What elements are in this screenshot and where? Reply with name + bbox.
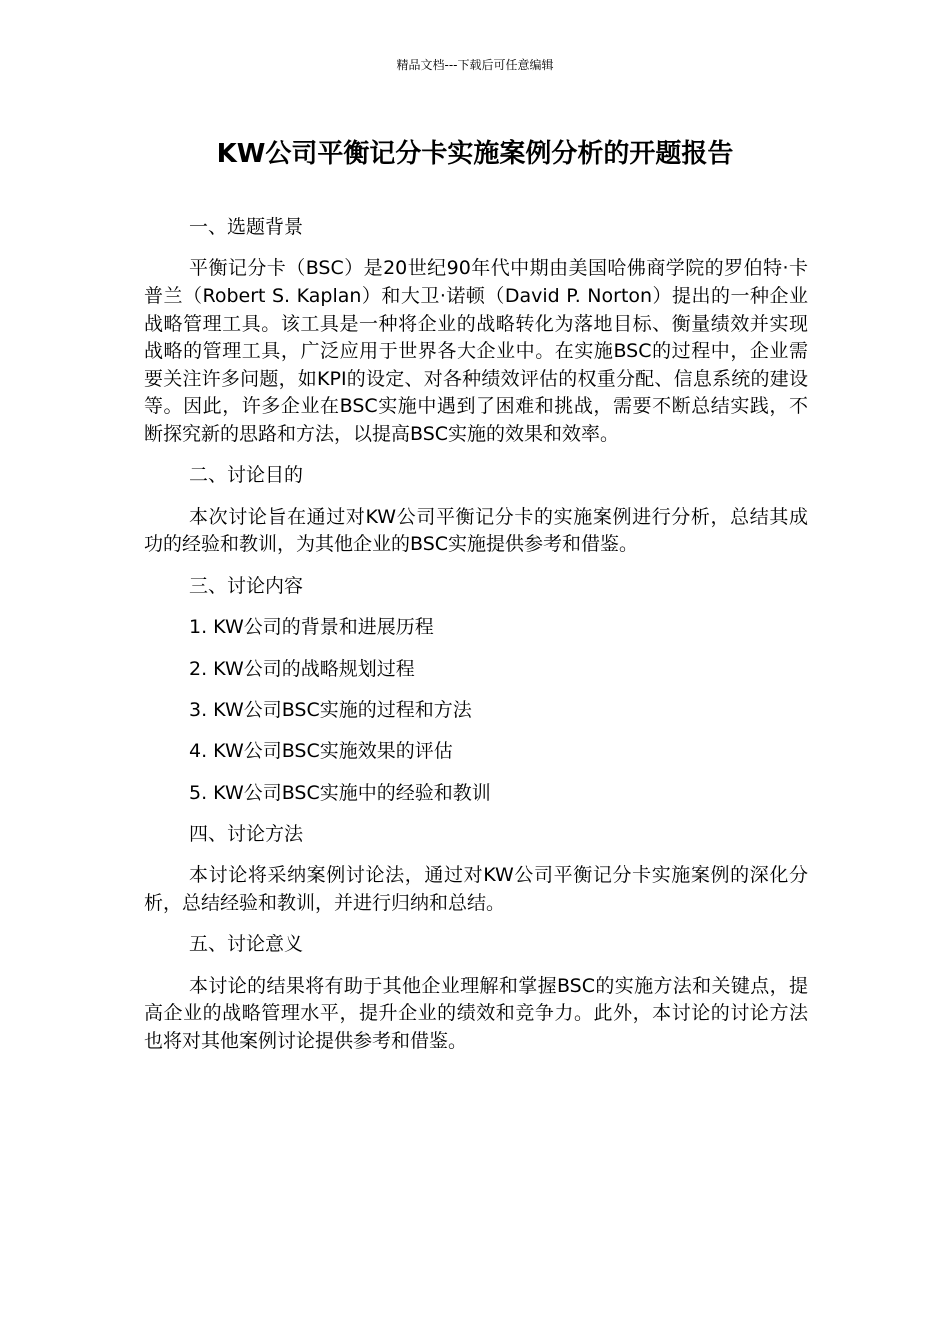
section-heading-method: 四、讨论方法 bbox=[189, 823, 304, 846]
paragraph-significance: 本讨论的结果将有助于其他企业理解和掌握BSC的实施方法和关键点，提高企业的战略管理水平，提升企业的绩效和竞争力。此外，本讨论的讨论方法也将对其他案例讨论提供参考和借鉴。 bbox=[144, 974, 808, 1053]
list-item: 2. KW公司的战略规划过程 bbox=[189, 657, 415, 680]
list-item: 4. KW公司BSC实施效果的评估 bbox=[189, 740, 453, 763]
document-title: KW公司平衡记分卡实施案例分析的开题报告 bbox=[216, 139, 734, 169]
section-heading-significance: 五、讨论意义 bbox=[189, 933, 304, 956]
paragraph-purpose: 本次讨论旨在通过对KW公司平衡记分卡的实施案例进行分析，总结其成功的经验和教训，为其他企业的BSC实施提供参考和借鉴。 bbox=[144, 505, 808, 556]
paragraph-background: 平衡记分卡（BSC）是20世纪90年代中期由美国哈佛商学院的罗伯特·卡普兰（Robert S. Kaplan）和大卫·诺顿（David P. Norton）提出的一种企业战略管理工具。该工具是一种将企业的战略转化为落地目标、衡量绩效并实现战略的管理工具，广泛应用于世界各大企业中。在实施BSC的过程中，企业需要关注许多问题，如KPI的设定、对各种绩效评估的权重分配、信息系统的建设等。因此，许多企业在BSC实施中遇到了困难和挑战，需要不断总结实践，不断探究新的思路和方法，以提高BSC实施的效果和效率。 bbox=[144, 257, 808, 445]
list-item: 1. KW公司的背景和进展历程 bbox=[189, 616, 434, 639]
list-item: 3. KW公司BSC实施的过程和方法 bbox=[189, 698, 472, 721]
section-heading-purpose: 二、讨论目的 bbox=[189, 464, 304, 487]
list-item: 5. KW公司BSC实施中的经验和教训 bbox=[189, 781, 491, 804]
document-body bbox=[144, 214, 808, 1069]
section-heading-background: 一、选题背景 bbox=[189, 216, 304, 238]
section-heading-content: 三、讨论内容 bbox=[189, 574, 304, 597]
page-header: 精品文档---下载后可任意编辑 bbox=[396, 58, 554, 72]
paragraph-method: 本讨论将采纳案例讨论法，通过对KW公司平衡记分卡实施案例的深化分析，总结经验和教训，并进行归纳和总结。 bbox=[144, 864, 808, 915]
